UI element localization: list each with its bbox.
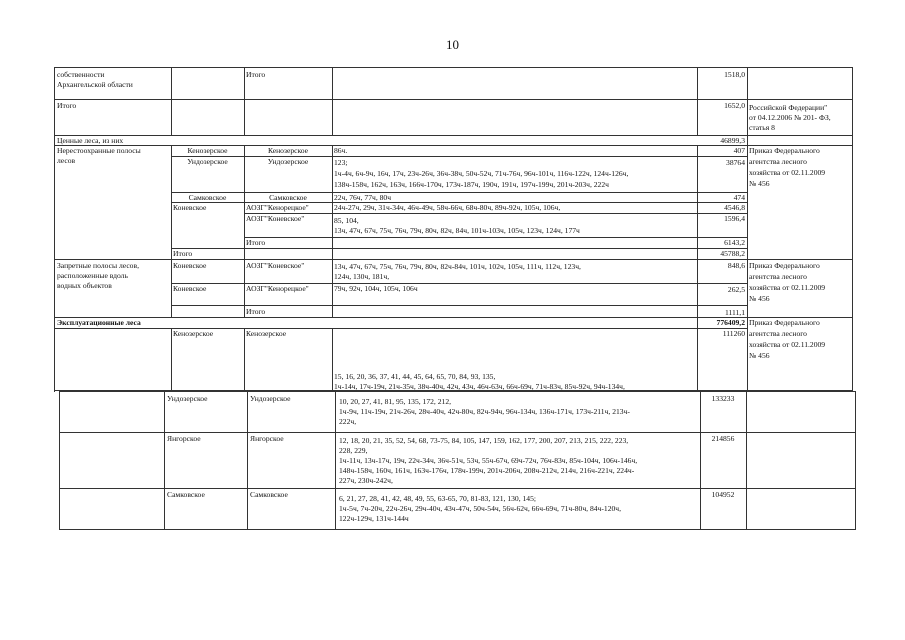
cell-category: лесов	[57, 156, 76, 165]
cell-subdivision: Итого	[246, 238, 266, 247]
cell-area: 133233	[711, 394, 735, 403]
row-divider	[60, 488, 855, 489]
cell-area: 46899,3	[720, 136, 745, 145]
row-divider	[171, 305, 747, 306]
cell-category: Ценные леса, из них	[57, 136, 124, 145]
cell-subdivision: Ундозерское	[267, 157, 309, 166]
cell-quarters: 15, 16, 20, 36, 37, 41, 44, 45, 64, 65, 70, 84, 93, 135,	[334, 372, 496, 381]
cell-category: собственности	[57, 70, 105, 79]
cell-category: Архангельской области	[57, 80, 133, 89]
cell-area: 214856	[711, 434, 735, 443]
cell-quarters: 148ч-158ч, 160ч, 161ч, 163ч-176ч, 178ч-199ч, 201ч-206ч, 208ч-212ч, 214ч, 216ч-221ч, 224ч-	[339, 466, 635, 475]
cell-legal-basis: хозяйства от 02.11.2009	[749, 168, 826, 177]
cell-category: Итого	[57, 101, 77, 110]
cell-category: водных объектов	[57, 281, 112, 290]
cell-legal-basis: статья 8	[749, 123, 775, 132]
cell-area: 848,6	[727, 261, 745, 270]
cell-quarters: 86ч.	[334, 146, 348, 155]
forest-table-top	[54, 67, 853, 392]
row-divider	[60, 432, 855, 433]
cell-quarters: 12, 18, 20, 21, 35, 52, 54, 68, 73-75, 84, 105, 147, 159, 162, 177, 200, 207, 213, 215, 222, 223,	[339, 436, 629, 445]
cell-area: 111260	[722, 329, 745, 338]
col-divider	[332, 328, 333, 391]
cell-forestry: Ундозерское	[187, 157, 228, 166]
cell-quarters: 13ч, 47ч, 67ч, 75ч, 76ч, 79ч, 80ч, 82ч-84ч, 101ч, 102ч, 105ч, 111ч, 112ч, 123ч,	[334, 262, 581, 271]
cell-quarters: 227ч, 230ч-242ч,	[339, 476, 393, 485]
cell-quarters: 79ч, 92ч, 104ч, 105ч, 106ч	[334, 284, 418, 293]
cell-legal-basis: № 456	[749, 179, 770, 188]
cell-subdivision: Кенозерское	[267, 146, 309, 155]
cell-category: расположенные вдоль	[57, 271, 128, 280]
row-divider	[171, 248, 747, 249]
cell-subdivision: Янгорское	[250, 434, 284, 443]
cell-subdivision: Итого	[246, 70, 266, 79]
cell-legal-basis: Приказ Федерального	[749, 318, 820, 327]
cell-area: 407	[733, 146, 745, 155]
cell-subdivision: АОЗГ"Коневское"	[246, 261, 305, 270]
cell-legal-basis: агентства лесного	[749, 272, 807, 281]
col-divider	[697, 68, 698, 135]
cell-forestry: Самковское	[167, 490, 205, 499]
cell-category: Нерестоохранные полосы	[57, 146, 141, 155]
row-divider	[55, 259, 852, 260]
cell-forestry: Самковское	[188, 193, 227, 202]
cell-legal-basis: Российской Федерации"	[749, 103, 828, 112]
cell-legal-basis: № 456	[749, 351, 770, 360]
col-divider	[171, 145, 172, 317]
cell-quarters: 13ч, 47ч, 67ч, 75ч, 76ч, 79ч, 80ч, 82ч, 84ч, 101ч-103ч, 105ч, 123ч, 124ч, 177ч	[334, 226, 580, 235]
cell-subdivision: Самковское	[269, 193, 307, 202]
cell-legal-basis: Приказ Федерального	[749, 261, 820, 270]
cell-legal-basis: хозяйства от 02.11.2009	[749, 283, 826, 292]
cell-subdivision: Ундозерское	[250, 394, 291, 403]
col-divider	[332, 145, 333, 317]
cell-subdivision: АОЗГ"Кенорецкое"	[246, 284, 309, 293]
col-divider	[244, 68, 245, 135]
cell-area: 776409,2	[716, 318, 745, 327]
col-divider	[164, 392, 165, 529]
row-divider	[55, 328, 747, 329]
cell-quarters: 1ч-11ч, 13ч-17ч, 19ч, 22ч-34ч, 36ч-51ч, 53ч, 55ч-67ч, 69ч-72ч, 76ч-83ч, 85ч-104ч, 106ч-146ч,	[339, 456, 638, 465]
cell-quarters: 222ч,	[339, 417, 357, 426]
cell-quarters: 138ч-158ч, 162ч, 163ч, 166ч-170ч, 173ч-187ч, 190ч, 191ч, 197ч-199ч, 201ч-203ч, 222ч	[334, 180, 609, 189]
row-divider	[244, 237, 747, 238]
cell-quarters: 22ч, 76ч, 77ч, 80ч	[334, 193, 392, 202]
cell-quarters: 123;	[334, 158, 348, 167]
cell-legal-basis: от 04.12.2006 № 201- ФЗ,	[749, 113, 831, 122]
cell-quarters: 1ч-9ч, 11ч-19ч, 21ч-26ч, 28ч-40ч, 42ч-80ч, 82ч-94ч, 96ч-134ч, 136ч-171ч, 173ч-211ч, 213ч-	[339, 407, 630, 416]
cell-category: Запретные полосы лесов,	[57, 261, 139, 270]
col-divider	[746, 392, 747, 529]
cell-area: 4546,8	[724, 203, 745, 212]
cell-legal-basis: агентства лесного	[749, 329, 807, 338]
cell-forestry: Итого	[173, 249, 193, 258]
cell-category: Эксплуатационные леса	[57, 318, 141, 327]
col-divider	[244, 328, 245, 391]
cell-area: 1518,0	[724, 70, 745, 79]
cell-quarters: 85, 104,	[334, 216, 359, 225]
cell-quarters: 122ч-129ч, 131ч-144ч	[339, 514, 409, 523]
cell-area: 38764	[726, 158, 745, 167]
cell-area: 6143,2	[724, 238, 745, 247]
cell-area: 474	[733, 193, 745, 202]
col-divider	[697, 145, 698, 390]
col-divider	[700, 392, 701, 529]
col-divider	[335, 392, 336, 529]
cell-quarters: 124ч, 130ч, 181ч,	[334, 272, 390, 281]
cell-subdivision: Кенозерское	[246, 329, 287, 338]
cell-subdivision: АОЗГ"Кенорецкое"	[246, 203, 309, 212]
col-divider	[332, 68, 333, 135]
cell-forestry: Коневское	[173, 203, 207, 212]
cell-quarters: 24ч-27ч, 29ч, 31ч-34ч, 46ч-49ч, 58ч-66ч, 68ч-80ч, 89ч-92ч, 105ч, 106ч,	[334, 203, 561, 212]
col-divider	[747, 68, 748, 390]
cell-area: 1652,0	[724, 101, 745, 110]
cell-area: 262,5	[727, 285, 745, 294]
cell-forestry: Ундозерское	[167, 394, 208, 403]
cell-forestry: Янгорское	[167, 434, 201, 443]
page-number: 10	[446, 37, 459, 52]
cell-area: 1596,4	[724, 214, 745, 223]
cell-quarters: 228, 229,	[339, 446, 368, 455]
cell-area: 45788,2	[720, 249, 745, 258]
col-divider	[244, 145, 245, 317]
cell-quarters: 1ч-14ч, 17ч-19ч, 21ч-35ч, 38ч-40ч, 42ч, 43ч, 46ч-63ч, 66ч-69ч, 71ч-83ч, 85ч-92ч, 94ч-134ч,	[334, 382, 625, 391]
cell-legal-basis: хозяйства от 02.11.2009	[749, 340, 826, 349]
col-divider	[171, 68, 172, 135]
cell-quarters: 10, 20, 27, 41, 81, 95, 135, 172, 212,	[339, 397, 452, 406]
cell-subdivision: Итого	[246, 307, 266, 316]
cell-forestry: Кенозерское	[173, 329, 214, 338]
cell-area: 1111,1	[724, 308, 745, 317]
cell-quarters: 1ч-5ч, 7ч-20ч, 22ч-26ч, 29ч-40ч, 43ч-47ч, 50ч-54ч, 56ч-62ч, 66ч-69ч, 71ч-80ч, 84ч-120ч,	[339, 504, 622, 513]
cell-forestry: Коневское	[173, 284, 207, 293]
col-divider	[247, 392, 248, 529]
cell-area: 104952	[711, 490, 735, 499]
cell-forestry: Кенозерское	[187, 146, 228, 155]
cell-quarters: 6, 21, 27, 28, 41, 42, 48, 49, 55, 63-65, 70, 81-83, 121, 130, 145;	[339, 494, 537, 503]
col-divider	[171, 328, 172, 391]
cell-forestry: Коневское	[173, 261, 207, 270]
row-divider	[244, 213, 747, 214]
row-divider	[55, 99, 852, 100]
forest-table-bottom	[59, 391, 856, 530]
cell-quarters: 1ч-4ч, 6ч-9ч, 16ч, 17ч, 23ч-26ч, 36ч-38ч, 50ч-52ч, 71ч-76ч, 96ч-101ч, 116ч-122ч, 124ч-126ч,	[334, 169, 629, 178]
cell-subdivision: АОЗГ"Коневское"	[246, 214, 305, 223]
cell-legal-basis: агентства лесного	[749, 157, 807, 166]
cell-subdivision: Самковское	[250, 490, 288, 499]
cell-legal-basis: № 456	[749, 294, 770, 303]
cell-legal-basis: Приказ Федерального	[749, 146, 820, 155]
